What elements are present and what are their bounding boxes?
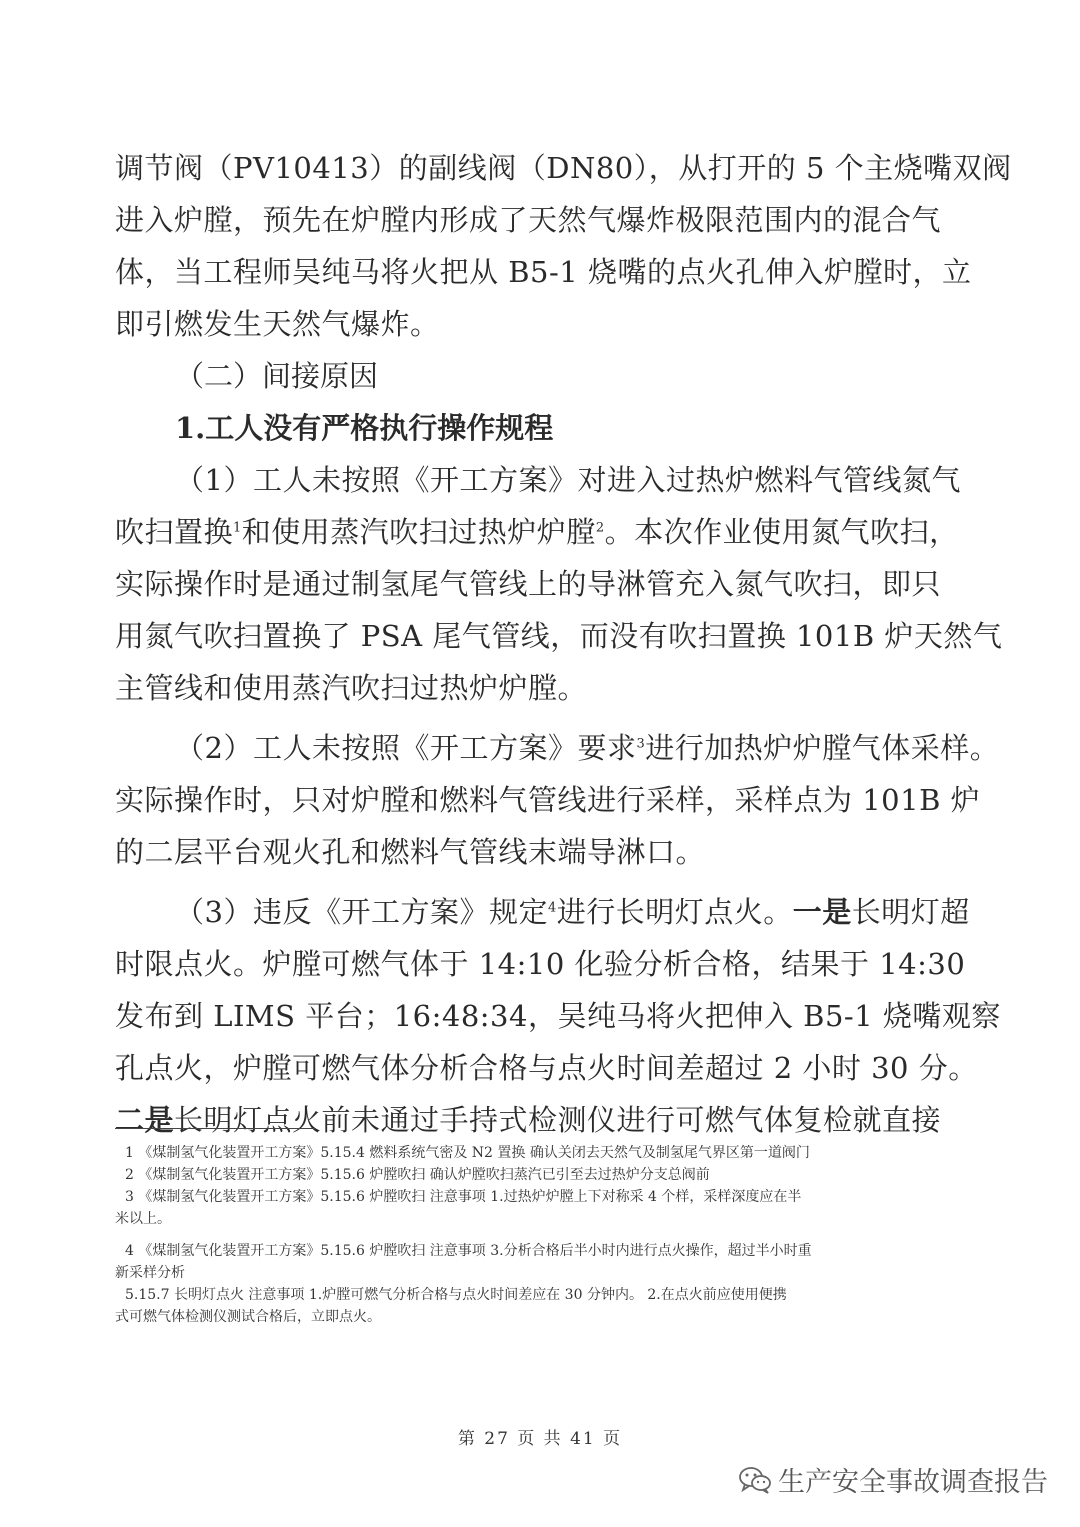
footnote-3: 3 《煤制氢气化装置开工方案》5.15.6 炉膛吹扫 注意事项 1.过热炉炉膛上下对称采 4 个样，采样深度应在半 bbox=[125, 1189, 802, 1205]
footnote-4-cont: 新采样分析 bbox=[115, 1265, 185, 1281]
item3-text: 长明灯超 bbox=[851, 895, 970, 929]
paragraph-line: 体，当工程师吴纯马将火把从 B5-1 烧嘴的点火孔伸入炉膛时，立 bbox=[115, 255, 972, 289]
page-number: 第 27 页 共 41 页 bbox=[457, 1429, 623, 1449]
footnote-1: 1 《煤制氢气化装置开工方案》5.15.4 燃料系统气密及 N2 置换 确认关闭去天然气及制氢尾气界区第一道阀门 bbox=[125, 1145, 810, 1161]
item1-line: 主管线和使用蒸汽吹扫过热炉炉膛。 bbox=[115, 671, 588, 705]
footnote-divider bbox=[115, 1128, 315, 1129]
footnote-ref-2: 2 bbox=[595, 520, 605, 536]
footnote-ref-4: 4 bbox=[547, 900, 557, 916]
paragraph-line: 调节阀（PV10413）的副线阀（DN80），从打开的 5 个主烧嘴双阀 bbox=[115, 151, 1012, 185]
wechat-icon bbox=[738, 1465, 772, 1495]
footnote-4: 4 《煤制氢气化装置开工方案》5.15.6 炉膛吹扫 注意事项 3.分析合格后半小时内进行点火操作，超过半小时重 bbox=[125, 1243, 812, 1259]
item1-line: （1）工人未按照《开工方案》对进入过热炉燃料气管线氮气 bbox=[175, 463, 961, 497]
footnote-3-cont: 米以上。 bbox=[115, 1211, 171, 1227]
subsection-heading-1: 1.工人没有严格执行操作规程 bbox=[175, 411, 554, 445]
item2-text: （2）工人未按照《开工方案》要求 bbox=[175, 731, 637, 765]
item3-line: 孔点火，炉膛可燃气体分析合格与点火时间差超过 2 小时 30 分。 bbox=[115, 1051, 978, 1085]
watermark bbox=[738, 1460, 1048, 1499]
emphasis-second: 二是 bbox=[115, 1103, 175, 1137]
item2-line bbox=[115, 722, 1000, 774]
body-text bbox=[115, 142, 1012, 1146]
paragraph-line: 即引燃发生天然气爆炸。 bbox=[115, 307, 440, 341]
item2-text: 进行加热炉炉膛气体采样。 bbox=[645, 731, 1000, 765]
item3-line: 发布到 LIMS 平台；16:48:34，吴纯马将火把伸入 B5-1 烧嘴观察 bbox=[115, 999, 1001, 1033]
item2-line: 的二层平台观火孔和燃料气管线末端导淋口。 bbox=[115, 835, 706, 869]
item3-line: 时限点火。炉膛可燃气体于 14:10 化验分析合格，结果于 14:30 bbox=[115, 947, 966, 981]
footnote-ref-1: 1 bbox=[233, 520, 242, 536]
item1-text: 吹扫置换 bbox=[115, 515, 234, 549]
watermark-text: 生产安全事故调查报告 bbox=[778, 1467, 1048, 1498]
item3-text: 长明灯点火前未通过手持式检测仪进行可燃气体复检就直接 bbox=[174, 1103, 942, 1137]
paragraph-line: 进入炉膛，预先在炉膛内形成了天然气爆炸极限范围内的混合气 bbox=[115, 203, 942, 237]
item1-line: 实际操作时是通过制氢尾气管线上的导淋管充入氮气吹扫，即只 bbox=[115, 567, 942, 601]
footnotes bbox=[115, 1142, 945, 1328]
footnote-2: 2 《煤制氢气化装置开工方案》5.15.6 炉膛吹扫 确认炉膛吹扫蒸汽已引至去过热炉分支总阀前 bbox=[125, 1167, 710, 1183]
item1-line: 用氮气吹扫置换了 PSA 尾气管线，而没有吹扫置换 101B 炉天然气 bbox=[115, 619, 1003, 653]
item3-text: 进行长明灯点火。 bbox=[556, 895, 793, 929]
emphasis-first: 一是 bbox=[792, 895, 852, 929]
item3-line bbox=[115, 1094, 945, 1146]
item1-line bbox=[115, 506, 959, 558]
item1-text: 和使用蒸汽吹扫过热炉炉膛 bbox=[241, 515, 596, 549]
footnote-4-extra: 5.15.7 长明灯点火 注意事项 1.炉膛可燃气分析合格与点火时间差应在 30 分钟内。 2.在点火前应使用便携 bbox=[125, 1287, 787, 1303]
footnote-4-extra-cont: 式可燃气体检测仪测试合格后，立即点火。 bbox=[115, 1309, 381, 1325]
item1-text: 。本次作业使用氮气吹扫， bbox=[604, 515, 959, 549]
section-heading-indirect-cause: （二）间接原因 bbox=[175, 359, 379, 393]
footnote-ref-3: 3 bbox=[636, 736, 646, 752]
item2-line: 实际操作时，只对炉膛和燃料气管线进行采样，采样点为 101B 炉 bbox=[115, 783, 981, 817]
item3-text: （3）违反《开工方案》规定 bbox=[175, 895, 548, 929]
item3-line bbox=[115, 886, 970, 938]
